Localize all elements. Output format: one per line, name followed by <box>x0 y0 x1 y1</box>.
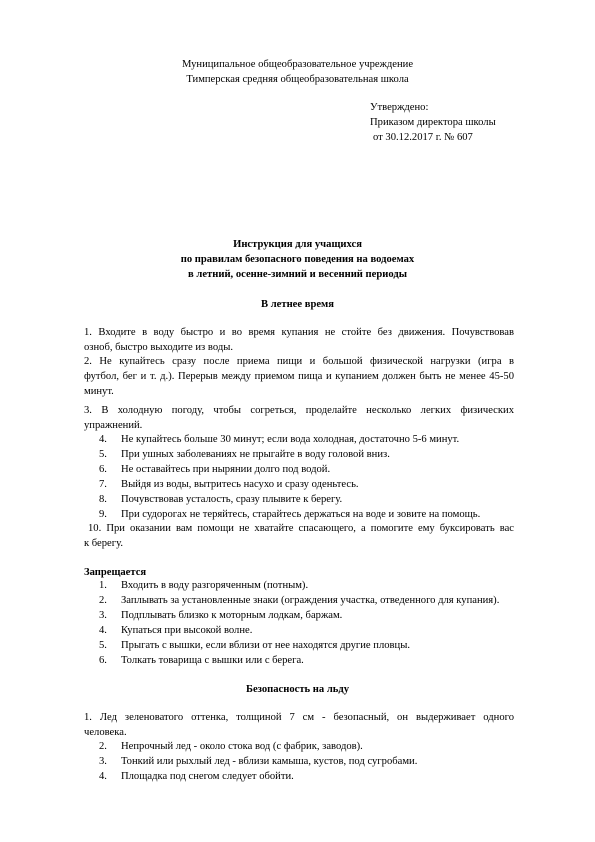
item-number: 1. <box>84 712 92 723</box>
item-number: 5. <box>99 640 107 651</box>
org-name-line1: Муниципальное общеобразовательное учреждение <box>181 59 414 70</box>
summer-item-9 <box>93 508 480 523</box>
ice-item-4 <box>93 770 294 785</box>
forbidden-item-2 <box>93 594 499 609</box>
item-text: Тонкий или рыхлый лед - вблизи камыша, кустов, под сугробами. <box>121 756 418 767</box>
approval-date: от 30.12.2017 г. № 607 <box>373 132 473 143</box>
summer-item-3-cont: упражнений. <box>84 420 143 431</box>
title-line1: Инструкция для учащихся <box>233 239 362 250</box>
item-text: Выйдя из воды, вытритесь насухо и сразу оденьтесь. <box>121 479 359 490</box>
item-text: Не купайтесь сразу после приема пищи и большой физической нагрузки (игра в <box>99 356 514 367</box>
summer-item-10 <box>88 522 514 537</box>
item-text: Лед зеленоватого оттенка, толщиной 7 см - безопасный, он выдерживает одного <box>99 712 514 723</box>
forbidden-item-5 <box>93 639 410 654</box>
summer-item-1 <box>84 326 514 341</box>
summer-item-2 <box>84 355 514 370</box>
item-text: Входите в воду быстро и во время купания не стойте без движения. Почувствовав <box>98 327 514 338</box>
item-number: 6. <box>99 655 107 666</box>
summer-item-2-cont2: минут. <box>84 386 114 397</box>
item-text: Не оставайтесь при нырянии долго под водой. <box>121 464 331 475</box>
item-text: Прыгать с вышки, если вблизи от нее находятся другие пловцы. <box>121 640 410 651</box>
item-number: 2. <box>84 356 92 367</box>
item-text: Не купайтесь больше 30 минут; если вода холодная, достаточно 5-6 минут. <box>121 434 460 445</box>
forbidden-item-1 <box>93 579 308 594</box>
summer-item-1-cont: озноб, быстро выходите из воды. <box>84 342 233 353</box>
summer-item-4 <box>93 433 459 448</box>
item-number: 4. <box>99 771 107 782</box>
item-number: 2. <box>99 595 107 606</box>
title-line2: по правилам безопасного поведения на водоемах <box>180 254 415 265</box>
item-text: Непрочный лед - около стока вод (с фабрик, заводов). <box>121 741 363 752</box>
item-number: 3. <box>99 756 107 767</box>
item-text: Заплывать за установленные знаки (ограждения участка, отведенного для купания). <box>121 595 500 606</box>
summer-item-3 <box>84 404 514 419</box>
item-number: 3. <box>99 610 107 621</box>
approval-label: Утверждено: <box>370 102 429 113</box>
item-text: Площадка под снегом следует обойти. <box>121 771 294 782</box>
org-name-line2: Тимперская средняя общеобразовательная школа <box>186 74 409 85</box>
ice-item-1-cont: человека. <box>84 727 127 738</box>
item-number: 6. <box>99 464 107 475</box>
item-number: 7. <box>99 479 107 490</box>
summer-item-2-cont: футбол, бег и т. д.). Перерыв между приемом пища и купанием должен быть не менее 45-50 <box>84 371 514 382</box>
section-heading-forbidden: Запрещается <box>84 567 147 578</box>
item-number: 1. <box>99 580 107 591</box>
item-text: Подплывать близко к моторным лодкам, баржам. <box>121 610 343 621</box>
summer-item-8 <box>93 493 342 508</box>
item-text: Купаться при высокой волне. <box>121 625 253 636</box>
forbidden-item-3 <box>93 609 342 624</box>
item-text: Толкать товарища с вышки или с берега. <box>121 655 304 666</box>
ice-item-2 <box>93 740 363 755</box>
forbidden-item-4 <box>93 624 252 639</box>
item-number: 5. <box>99 449 107 460</box>
summer-item-10-cont: к берегу. <box>84 538 123 549</box>
forbidden-item-6 <box>93 654 304 669</box>
summer-item-7 <box>93 478 359 493</box>
item-text: Почувствовав усталость, сразу плывите к берегу. <box>121 494 343 505</box>
ice-item-3 <box>93 755 417 770</box>
item-number: 9. <box>99 509 107 520</box>
item-number: 10. <box>88 523 102 534</box>
section-heading-summer: В летнее время <box>261 299 334 310</box>
item-text: В холодную погоду, чтобы согреться, проделайте несколько легких физических <box>101 405 514 416</box>
summer-item-5 <box>93 448 390 463</box>
item-number: 2. <box>99 741 107 752</box>
approval-order: Приказом директора школы <box>370 117 496 128</box>
item-number: 4. <box>99 434 107 445</box>
summer-item-6 <box>93 463 330 478</box>
item-number: 3. <box>84 405 92 416</box>
item-number: 8. <box>99 494 107 505</box>
title-line3: в летний, осенне-зимний и весенний периоды <box>188 269 407 280</box>
section-heading-ice: Безопасность на льду <box>245 684 350 695</box>
ice-item-1 <box>84 711 514 726</box>
item-number: 1. <box>84 327 92 338</box>
item-text: Входить в воду разгоряченным (потным). <box>121 580 309 591</box>
item-number: 4. <box>99 625 107 636</box>
item-text: При ушных заболеваниях не прыгайте в воду головой вниз. <box>121 449 390 460</box>
item-text: При оказании вам помощи не хватайте спасающего, а помогите ему буксировать вас <box>106 523 514 534</box>
item-text: При судорогах не теряйтесь, старайтесь держаться на воде и зовите на помощь. <box>121 509 481 520</box>
